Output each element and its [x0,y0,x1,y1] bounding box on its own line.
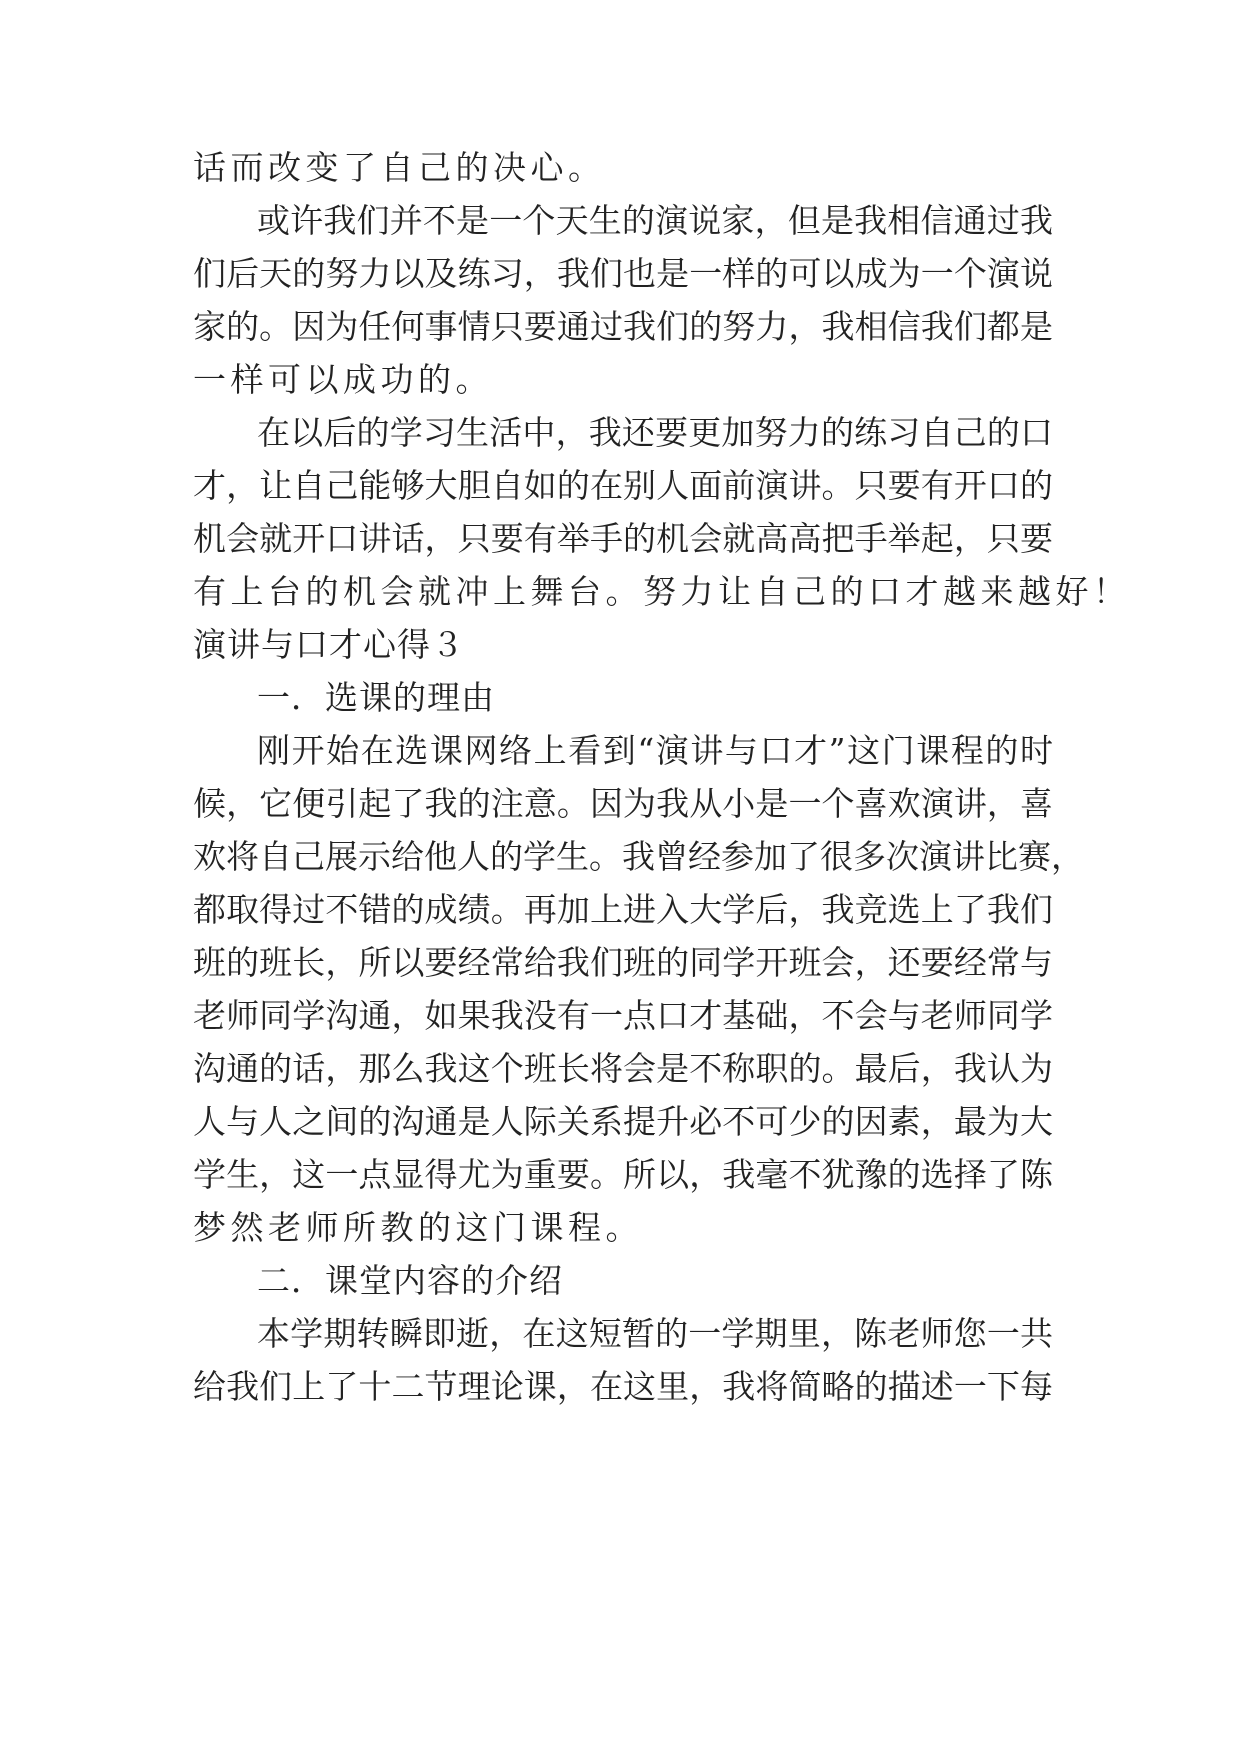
text-line: 都取得过不错的成绩。再加上进入大学后，我竞选上了我们 [193,890,1053,929]
text-line: 机会就开口讲话，只要有举手的机会就高高把手举起，只要 [193,519,1053,558]
text-line: 话而改变了自己的决心。 [193,148,606,187]
section-heading: 演讲与口才心得３ [193,625,465,664]
text-line: 们后天的努力以及练习，我们也是一样的可以成为一个演说 [193,254,1053,293]
subsection-heading: 二．课堂内容的介绍 [257,1261,563,1300]
text-line: 本学期转瞬即逝，在这短暂的一学期里，陈老师您一共 [257,1314,1053,1353]
text-line: 学生，这一点显得尤为重要。所以，我毫不犹豫的选择了陈 [193,1155,1053,1194]
subsection-heading: 一．选课的理由 [257,678,495,717]
text-line: 老师同学沟通，如果我没有一点口才基础，不会与老师同学 [193,996,1053,1035]
text-line: 刚开始在选课网络上看到“演讲与口才”这门课程的时 [257,731,1053,770]
text-line: 有上台的机会就冲上舞台。努力让自己的口才越来越好！ [193,572,1131,611]
text-line: 在以后的学习生活中，我还要更加努力的练习自己的口 [257,413,1053,452]
text-line: 家的。因为任何事情只要通过我们的努力，我相信我们都是 [193,307,1053,346]
text-line: 人与人之间的沟通是人际关系提升必不可少的因素，最为大 [193,1102,1053,1141]
text-line: 一样可以成功的。 [193,360,493,399]
text-line: 才，让自己能够大胆自如的在别人面前演讲。只要有开口的 [193,466,1053,505]
text-line: 欢将自己展示给他人的学生。我曾经参加了很多次演讲比赛， [193,837,1084,876]
text-line: 梦然老师所教的这门课程。 [193,1208,643,1247]
text-line: 或许我们并不是一个天生的演说家，但是我相信通过我 [257,201,1053,240]
text-line: 候，它便引起了我的注意。因为我从小是一个喜欢演讲，喜 [193,784,1053,823]
text-line: 班的班长，所以要经常给我们班的同学开班会，还要经常与 [193,943,1053,982]
text-line: 沟通的话，那么我这个班长将会是不称职的。最后，我认为 [193,1049,1053,1088]
text-line: 给我们上了十二节理论课，在这里，我将简略的描述一下每 [193,1367,1053,1406]
